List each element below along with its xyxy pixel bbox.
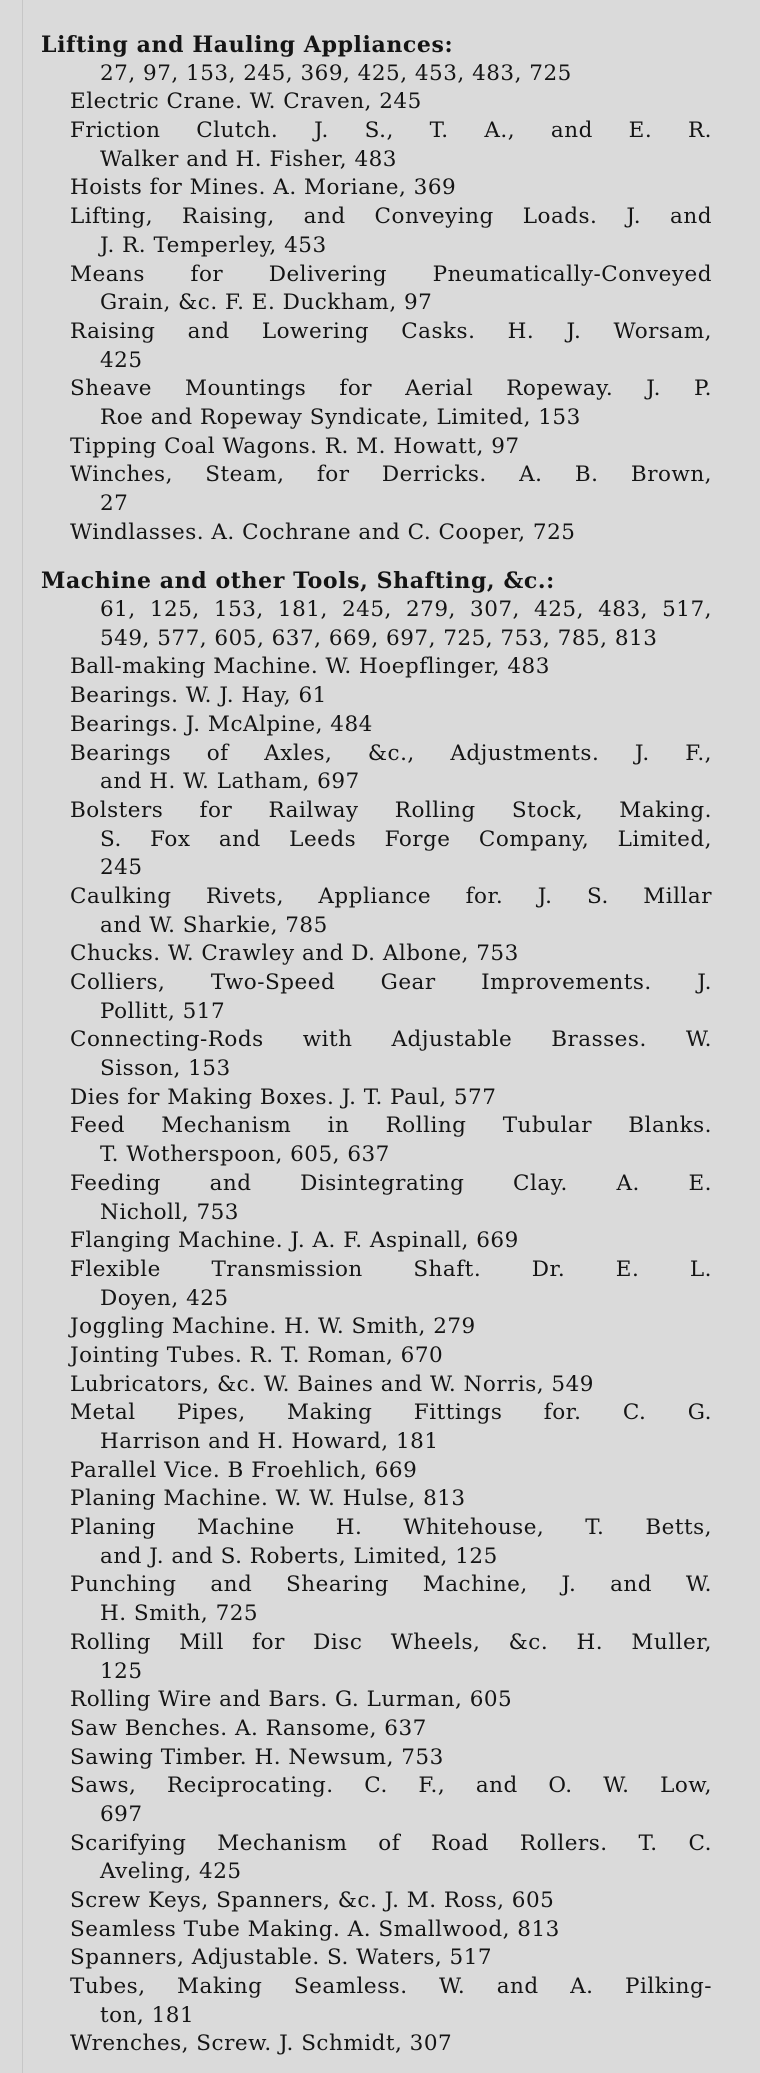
entry-continuation-line: Aveling, 425 — [100, 1859, 242, 1885]
entry-title-line: Metal Pipes, Making Fittings for. C. G. — [70, 1400, 712, 1426]
entry-title-line: Flexible Transmission Shaft. Dr. E. L. — [70, 1256, 712, 1282]
entry-title-line: Planing Machine. W. W. Hulse, 813 — [70, 1486, 466, 1512]
entry-title-line: Planing Machine H. Whitehouse, T. Betts, — [70, 1515, 712, 1541]
entry-title-line: Bearings. J. McAlpine, 484 — [70, 711, 373, 737]
index-entry — [41, 1514, 712, 1571]
index-entry — [41, 883, 712, 940]
entry-title-line: Sheave Mountings for Aerial Ropeway. J. P. — [70, 376, 712, 402]
index-entry — [41, 1715, 712, 1744]
index-entry — [41, 1629, 712, 1686]
index-entry — [41, 318, 712, 375]
entry-continuation-line: ton, 181 — [100, 2002, 195, 2028]
index-entry — [41, 1399, 712, 1456]
entry-title-line: Caulking Rivets, Appliance for. J. S. Millar — [70, 883, 712, 909]
index-entry — [41, 1112, 712, 1169]
entry-title-line: Saws, Reciprocating. C. F., and O. W. Low, — [70, 1773, 712, 1799]
entry-continuation-line: Walker and H. Fisher, 483 — [100, 146, 397, 172]
index-entry — [41, 940, 712, 969]
entry-title-line: Friction Clutch. J. S., T. A., and E. R. — [70, 118, 712, 144]
entry-title-line: Bearings. W. J. Hay, 61 — [70, 683, 327, 709]
entry-title-line: Colliers, Two-Speed Gear Improvements. J. — [70, 970, 712, 995]
entry-title-line: Chucks. W. Crawley and D. Albone, 753 — [70, 941, 519, 967]
index-entry — [41, 1084, 712, 1113]
entry-title-line: Lifting, Raising, and Conveying Loads. J. and — [70, 204, 712, 230]
index-entry — [41, 740, 712, 797]
index-entry — [41, 1485, 712, 1514]
index-section — [41, 31, 712, 547]
index-entry — [41, 1026, 712, 1083]
entry-title-line: Rolling Wire and Bars. G. Lurman, 605 — [70, 1687, 513, 1713]
entry-continuation-line: Roe and Ropeway Syndicate, Limited, 153 — [100, 404, 581, 430]
index-entry — [41, 174, 712, 203]
entry-title-line: Screw Keys, Spanners, &c. J. M. Ross, 605 — [70, 1888, 555, 1913]
index-entry — [41, 88, 712, 117]
entry-continuation-line: Pollitt, 517 — [100, 998, 226, 1024]
entry-title-line: Jointing Tubes. R. T. Roman, 670 — [70, 1342, 444, 1368]
index-entry — [41, 653, 712, 682]
entry-title-line: Connecting-Rods with Adjustable Brasses. W. — [70, 1027, 712, 1053]
index-entry — [41, 2030, 712, 2059]
entry-continuation-line: S. Fox and Leeds Forge Company, Limited, — [100, 826, 712, 852]
entry-title-line: Feed Mechanism in Rolling Tubular Blanks. — [70, 1113, 712, 1139]
entry-title-line: Wrenches, Screw. J. Schmidt, 307 — [70, 2031, 453, 2057]
entry-title-line: Ball-making Machine. W. Hoepflinger, 483 — [70, 654, 550, 680]
entry-title-line: Sawing Timber. H. Newsum, 753 — [70, 1744, 444, 1770]
entry-continuation-line: and J. and S. Roberts, Limited, 125 — [100, 1543, 498, 1569]
entry-title-line: Parallel Vice. B Froehlich, 669 — [70, 1457, 418, 1483]
index-entry — [41, 1772, 712, 1829]
entry-title-line: Tubes, Making Seamless. W. and A. Pilking- — [70, 1974, 712, 2000]
index-entry — [41, 1887, 712, 1916]
index-entry — [41, 519, 712, 548]
entry-title-line: Scarifying Mechanism of Road Rollers. T. C. — [70, 1830, 712, 1856]
index-entry — [41, 1571, 712, 1628]
entry-title-line: Joggling Machine. H. W. Smith, 279 — [70, 1314, 476, 1340]
entry-title-line: Windlasses. A. Cochrane and C. Cooper, 725 — [70, 519, 576, 545]
index-entry — [41, 711, 712, 740]
entry-title-line: Flanging Machine. J. A. F. Aspinall, 669 — [70, 1228, 519, 1254]
entry-title-line: Saw Benches. A. Ransome, 637 — [70, 1715, 427, 1741]
index-entry — [41, 117, 712, 174]
entry-continuation-line: 697 — [100, 1801, 143, 1827]
index-entry — [41, 1944, 712, 1973]
index-section — [41, 567, 712, 2059]
index-entry — [41, 1342, 712, 1371]
entry-title-line: Tipping Coal Wagons. R. M. Howatt, 97 — [70, 433, 520, 459]
entry-continuation-line: Doyen, 425 — [100, 1285, 229, 1311]
index-entry — [41, 375, 712, 432]
section-heading: Machine and other Tools, Shafting, &c.: — [41, 568, 555, 595]
index-page — [41, 31, 712, 2059]
index-entry — [41, 203, 712, 260]
entry-continuation-line: Nicholl, 753 — [100, 1199, 239, 1225]
index-entry — [41, 433, 712, 462]
section-heading: Lifting and Hauling Appliances: — [41, 32, 454, 58]
index-entry — [41, 1256, 712, 1313]
entry-continuation-line: Harrison and H. Howard, 181 — [100, 1429, 439, 1454]
entry-title-line: Dies for Making Boxes. J. T. Paul, 577 — [70, 1084, 497, 1110]
index-entry — [41, 1916, 712, 1945]
entry-title-line: Electric Crane. W. Craven, 245 — [70, 89, 422, 115]
entry-title-line: Lubricators, &c. W. Baines and W. Norris, 549 — [70, 1371, 594, 1397]
index-entry — [41, 1973, 712, 2030]
entry-title-line: Seamless Tube Making. A. Smallwood, 813 — [70, 1916, 560, 1942]
index-entry — [41, 1227, 712, 1256]
index-entry — [41, 261, 712, 318]
entry-continuation-line: and H. W. Latham, 697 — [100, 769, 360, 795]
index-entry — [41, 1830, 712, 1887]
index-entry — [41, 1744, 712, 1773]
index-entry — [41, 969, 712, 1026]
index-entry — [41, 1371, 712, 1400]
entry-title-line: Bearings of Axles, &c., Adjustments. J. F., — [70, 740, 712, 766]
entry-title-line: Punching and Shearing Machine, J. and W. — [70, 1572, 712, 1598]
index-entry — [41, 1686, 712, 1715]
entry-title-line: Bolsters for Railway Rolling Stock, Making. — [70, 797, 712, 823]
entry-title-line: Raising and Lowering Casks. H. J. Worsam, — [70, 318, 712, 344]
entry-continuation-line: Sisson, 153 — [100, 1056, 231, 1082]
entry-title-line: Feeding and Disintegrating Clay. A. E. — [70, 1170, 712, 1196]
index-entry — [41, 1170, 712, 1227]
entry-continuation-line: 125 — [100, 1658, 143, 1684]
entry-continuation-line: 27 — [100, 491, 129, 516]
entry-title-line: Spanners, Adjustable. S. Waters, 517 — [70, 1945, 493, 1971]
index-entry — [41, 797, 712, 883]
entry-title-line: Means for Delivering Pneumatically-Conveyed — [70, 261, 712, 287]
index-entry — [41, 682, 712, 711]
entry-continuation-line: 425 — [100, 347, 143, 373]
entry-continuation-line: T. Wotherspoon, 605, 637 — [100, 1142, 390, 1168]
section-page-numbers: 549, 577, 605, 637, 669, 697, 725, 753, 785, 813 — [100, 625, 658, 651]
index-entry — [41, 1313, 712, 1342]
entry-continuation-line: 245 — [100, 855, 143, 881]
entry-title-line: Winches, Steam, for Derricks. A. B. Brown, — [70, 462, 712, 488]
entry-continuation-line: and W. Sharkie, 785 — [100, 912, 328, 938]
entry-continuation-line: J. R. Temperley, 453 — [100, 232, 327, 258]
index-entry — [41, 461, 712, 518]
entry-continuation-line: Grain, &c. F. E. Duckham, 97 — [100, 290, 433, 316]
entry-title-line: Rolling Mill for Disc Wheels, &c. H. Muller, — [70, 1629, 712, 1655]
entry-title-line: Hoists for Mines. A. Moriane, 369 — [70, 175, 457, 201]
section-page-numbers: 27, 97, 153, 245, 369, 425, 453, 483, 725 — [100, 60, 572, 86]
index-entry — [41, 1457, 712, 1486]
scan-edge-line — [22, 0, 23, 2073]
entry-continuation-line: H. Smith, 725 — [100, 1601, 259, 1627]
section-page-numbers: 61, 125, 153, 181, 245, 279, 307, 425, 483, 517, — [100, 597, 712, 623]
